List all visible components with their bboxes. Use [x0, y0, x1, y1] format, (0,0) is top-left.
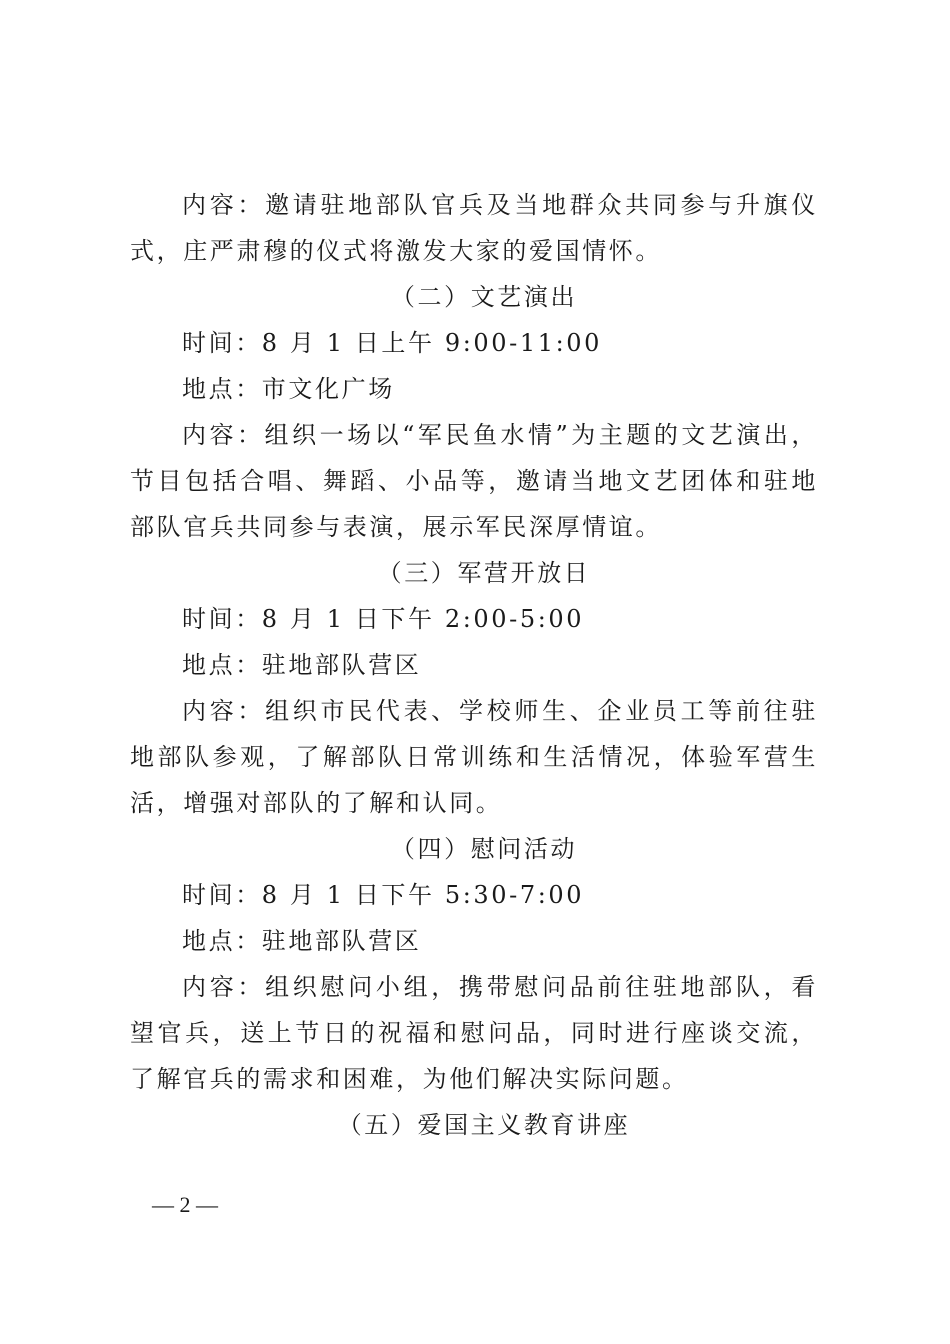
open-day-location: 地点：驻地部队营区: [182, 651, 422, 679]
performance-content: 内容：组织一场以“军民鱼水情”为主题的文艺演出，节目包括合唱、舞蹈、小品等，邀请当地文艺团体和驻地部队官兵共同参与表演，展示军民深厚情谊。: [130, 421, 818, 541]
condolence-time: 时间：8 月 1 日下午 5:30-7:00: [182, 881, 585, 909]
section-heading-condolence: （四）慰问活动: [390, 835, 578, 863]
section-heading-performance: （二）文艺演出: [390, 283, 578, 311]
flag-ceremony-content: 内容：邀请驻地部队官兵及当地群众共同参与升旗仪式，庄严肃穆的仪式将激发大家的爱国情怀。: [130, 191, 818, 265]
condolence-content: 内容：组织慰问小组，携带慰问品前往驻地部队，看望官兵，送上节日的祝福和慰问品，同时进行座谈交流，了解官兵的需求和困难，为他们解决实际问题。: [130, 973, 818, 1093]
section-heading-lecture: （五）爱国主义教育讲座: [337, 1111, 631, 1139]
document-body: [130, 182, 818, 1148]
condolence-location: 地点：驻地部队营区: [182, 927, 422, 955]
performance-location: 地点：市文化广场: [182, 375, 395, 403]
open-day-time: 时间：8 月 1 日下午 2:00-5:00: [182, 605, 585, 633]
open-day-content: 内容：组织市民代表、学校师生、企业员工等前往驻地部队参观，了解部队日常训练和生活情况，体验军营生活，增强对部队的了解和认同。: [130, 697, 818, 817]
performance-time: 时间：8 月 1 日上午 9:00-11:00: [182, 329, 603, 357]
section-heading-open-day: （三）军营开放日: [377, 559, 591, 587]
page-number: — 2 —: [152, 1192, 218, 1217]
